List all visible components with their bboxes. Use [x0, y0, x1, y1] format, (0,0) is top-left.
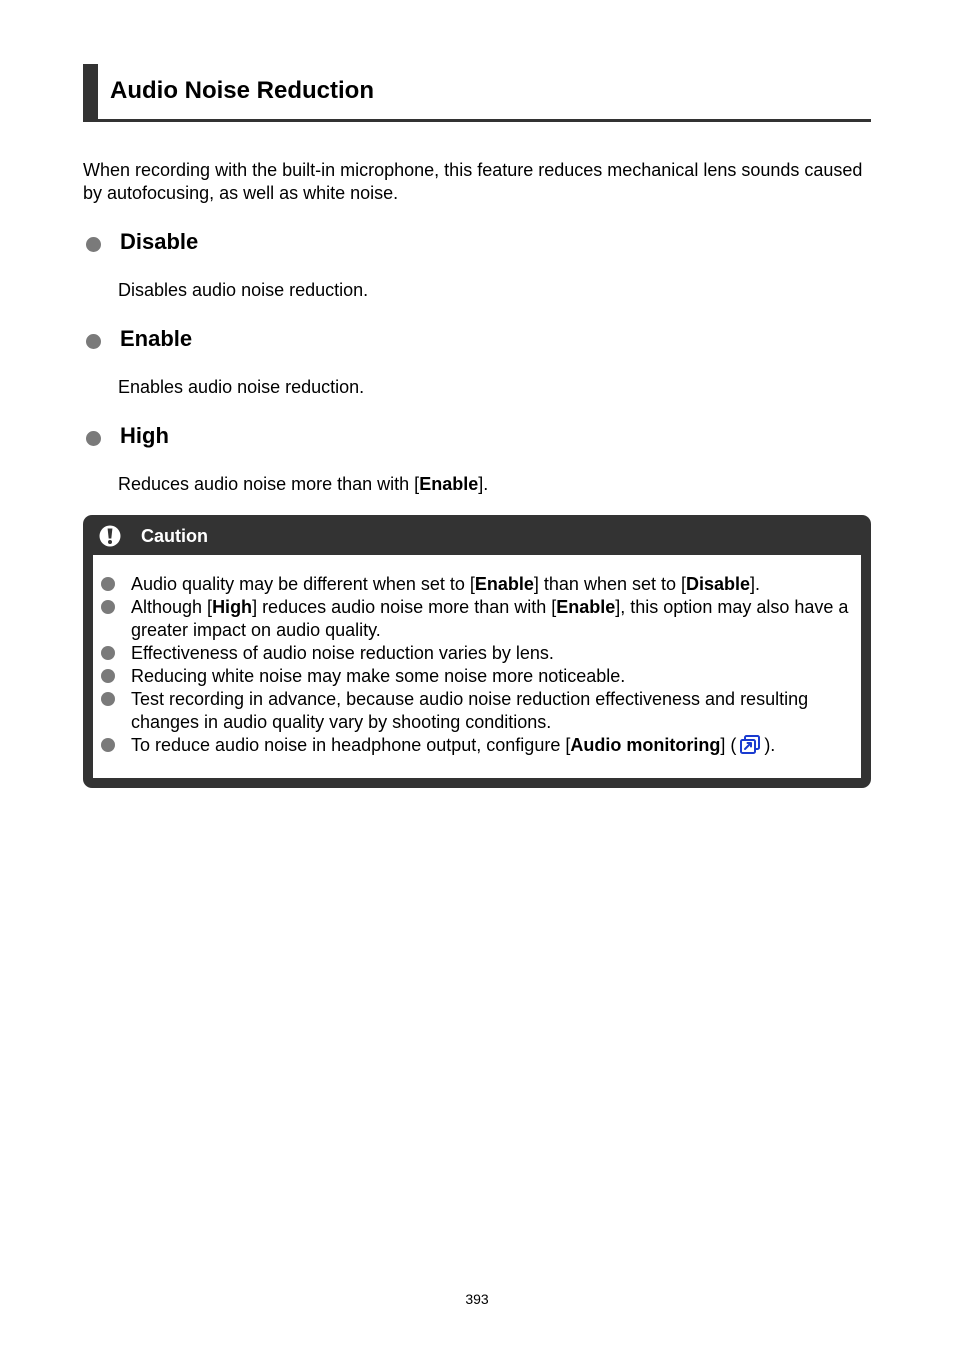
caution-item: Although [High] reduces audio noise more than with [Enable], this option may also have a greater impact on audio quality. — [93, 596, 861, 642]
caution-icon — [99, 525, 121, 547]
title-accent-bar — [83, 64, 98, 119]
bullet-icon — [101, 577, 115, 591]
caution-title: Caution — [141, 526, 208, 546]
bullet-icon — [101, 600, 115, 614]
bullet-icon — [86, 431, 101, 446]
bullet-icon — [101, 692, 115, 706]
bullet-icon — [86, 237, 101, 252]
intro-paragraph: When recording with the built-in microphone, this feature reduces mechanical lens sounds caused by autofocusing, as well as white noise. — [83, 160, 863, 203]
title-text: Audio Noise Reduction — [110, 77, 374, 104]
cross-reference-link-icon[interactable] — [739, 735, 761, 755]
caution-item: Audio quality may be different when set to [Enable] than when set to [Disable]. — [93, 573, 861, 596]
caution-body — [93, 555, 861, 778]
desc-text: ]. — [478, 474, 489, 494]
desc-bold: Enable — [419, 474, 479, 494]
option-heading-label: Enable — [120, 326, 193, 351]
option-description-high — [118, 473, 488, 496]
caution-item: Reducing white noise may make some noise more noticeable. — [93, 665, 861, 688]
bullet-icon — [86, 334, 101, 349]
bullet-icon — [101, 669, 115, 683]
caution-header — [83, 515, 871, 555]
option-description-disable: Disables audio noise reduction. — [118, 280, 369, 300]
page-number: 393 — [465, 1291, 489, 1307]
caution-box — [83, 515, 871, 788]
option-heading-label: Disable — [120, 229, 199, 254]
page-title — [83, 64, 871, 122]
caution-item: To reduce audio noise in headphone output, configure [Audio monitoring] ( ). — [93, 734, 861, 757]
bullet-icon — [101, 646, 115, 660]
desc-text: Reduces audio noise more than with [ — [118, 474, 420, 494]
caution-item: Test recording in advance, because audio noise reduction effectiveness and resulting changes in audio quality vary by shooting conditions. — [93, 688, 861, 734]
caution-item: Effectiveness of audio noise reduction varies by lens. — [93, 642, 861, 665]
option-description-enable: Enables audio noise reduction. — [118, 377, 365, 397]
option-heading-label: High — [120, 423, 169, 448]
caution-list — [93, 573, 861, 757]
bullet-icon — [101, 738, 115, 752]
